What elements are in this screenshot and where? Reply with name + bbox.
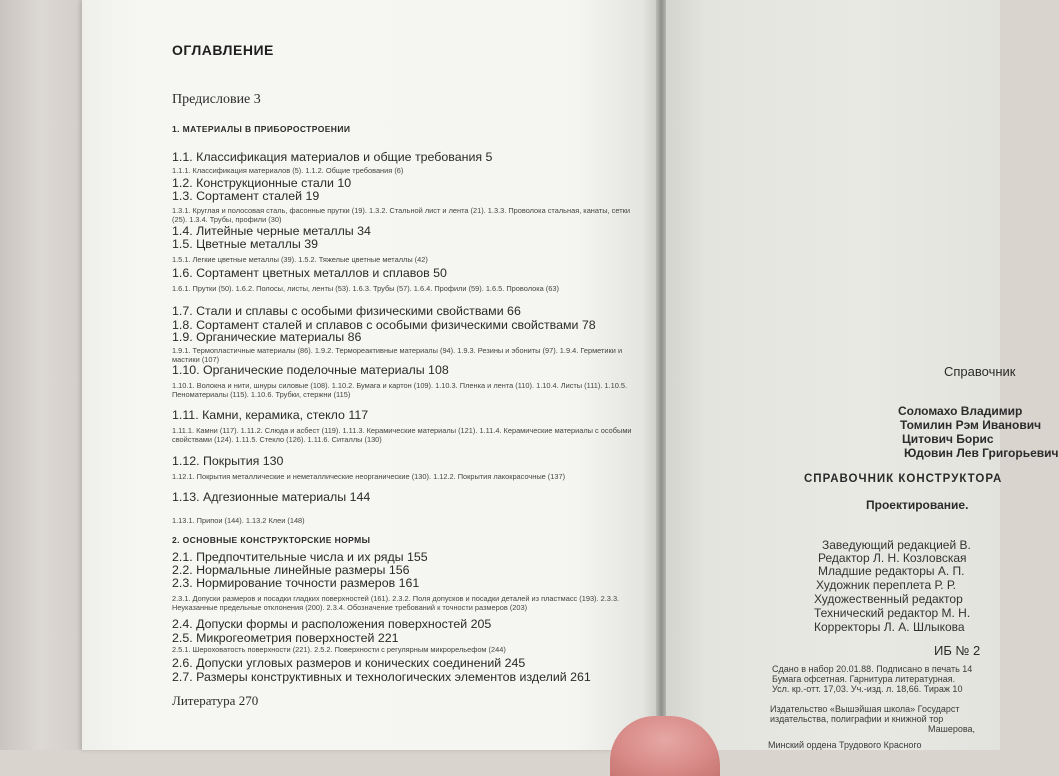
chapter-2-heading: 2. ОСНОВНЫЕ КОНСТРУКТОРСКИЕ НОРМЫ [172,535,371,545]
toc-entry: 1.10. Органические поделочные материалы 108 [172,363,449,377]
author-line: Соломахо Владимир [898,404,1023,418]
credit-line: Младшие редакторы А. П. [818,564,965,578]
toc-subentry: 1.12.1. Покрытия металлические и неметаллические неорганические (130). 1.12.2. Покрытия лакокрасочные (137) [172,472,566,481]
credit-line: Художественный редактор [814,592,963,606]
toc-entry: 1.2. Конструкционные стали 10 [172,176,352,190]
chapter-1-heading: 1. МАТЕРИАЛЫ В ПРИБОРОСТРОЕНИИ [172,124,351,134]
toc-entry: 2.4. Допуски формы и расположения поверхностей 205 [172,617,492,631]
toc-entry: 1.4. Литейные черные металлы 34 [172,224,371,238]
author-line: Юдовин Лев Григорьевич [904,446,1059,460]
toc-entry: 2.5. Микрогеометрия поверхностей 221 [172,631,399,645]
toc-entry: 1.6. Сортамент цветных металлов и сплавов 50 [172,266,447,280]
author-line: Цитович Борис [902,432,994,446]
right-book-page [666,0,1059,750]
imprint-line: Минский ордена Трудового Красного [768,740,922,750]
author-line: Томилин Рэм Иванович [900,418,1042,432]
toc-entry: 1.1. Классификация материалов и общие требования 5 [172,150,493,164]
credit-line: Технический редактор М. Н. [814,606,971,620]
imprint-line: Сдано в набор 20.01.88. Подписано в печать 14 [772,664,973,674]
ib-number: ИБ № 2 [934,643,981,658]
book-subtitle: Проектирование. [866,498,969,512]
toc-preface: Предисловие 3 [172,92,261,107]
toc-subentry: 1.5.1. Легкие цветные металлы (39). 1.5.2. Тяжелые цветные металлы (42) [172,255,428,264]
imprint-line: Бумага офсетная. Гарнитура литературная. [772,674,956,684]
imprint-line: Машерова, [928,724,976,734]
toc-subentry: 1.9.1. Термопластичные материалы (86). 1.9.2. Термореактивные материалы (94). 1.9.3. Резины и эбониты (97). 1.9.4. Герметики и мастики (107) [172,346,623,364]
toc-subentry: 1.6.1. Прутки (50). 1.6.2. Полосы, листы, ленты (53). 1.6.3. Трубы (57). 1.6.4. Профили (59). 1.6.5. Проволока (63) [172,284,559,293]
series-title: Справочник [944,364,1016,379]
toc-entry: 1.11. Камни, керамика, стекло 117 [172,408,369,422]
toc-subentry: 1.13.1. Припои (144). 1.13.2 Клеи (148) [172,516,305,525]
toc-entry: 2.1. Предпочтительные числа и их ряды 155 [172,550,428,564]
toc-subentry: 1.1.1. Классификация материалов (5). 1.1.2. Общие требования (6) [172,166,404,175]
toc-subentry: 1.10.1. Волокна и нити, шнуры силовые (108). 1.10.2. Бумага и картон (109). 1.10.3. Пленка и лента (110). 1.10.4. Листы (111). 1.10.5. Пеноматериалы (115). 1.10.6. Трубки, стержни (115) [172,381,628,399]
toc-subentry: 1.11.1. Камни (117). 1.11.2. Слюда и асбест (119). 1.11.3. Керамические материалы (121). 1.11.4. Керамические материалы с особыми свойствами (124). 1.11.5. Стекло (126). 1.11.6. Ситаллы (130) [172,426,632,444]
credit-line: Корректоры Л. А. Шлыкова [814,620,965,634]
toc-entry: 1.3. Сортамент сталей 19 [172,189,320,203]
credit-line: Заведующий редакцией В. [822,538,971,552]
toc-entry: 2.7. Размеры конструктивных и технологических элементов изделий 261 [172,670,591,684]
toc-entry: 2.2. Нормальные линейные размеры 156 [172,563,410,577]
toc-subentry: 2.5.1. Шероховатость поверхности (221). 2.5.2. Поверхности с регулярным микрорельефом (244) [172,645,506,654]
toc-entry: 1.13. Адгезионные материалы 144 [172,490,371,504]
toc-heading: ОГЛАВЛЕНИЕ [172,42,274,58]
credit-line: Редактор Л. Н. Козловская [818,551,967,565]
toc-entry: 1.8. Сортамент сталей и сплавов с особыми физическими свойствами 78 [172,318,596,332]
imprint-line: Усл. кр.-отт. 17,03. Уч.-изд. л. 18,66. Тираж 10 [772,684,963,694]
toc-entry: 1.7. Стали и сплавы с особыми физическими свойствами 66 [172,304,521,318]
imprint-line: издательства, полиграфии и книжной тор [770,714,944,724]
toc-entry: 1.12. Покрытия 130 [172,454,284,468]
toc-entry: 1.9. Органические материалы 86 [172,330,362,344]
toc-subentry: 2.3.1. Допуски размеров и посадки гладких поверхностей (161). 2.3.2. Поля допусков и посадки деталей из пластмасс (193). 2.3.3. Неуказанные предельные отклонения (200). 2.3.4. Обозначение требований к точности размеров (203) [172,594,620,612]
imprint-line: Издательство «Вышэйшая школа» Государст [770,704,960,714]
toc-entry: 2.3. Нормирование точности размеров 161 [172,576,420,590]
toc-literature: Литература 270 [172,693,259,708]
toc-entry: 2.6. Допуски угловых размеров и конических соединений 245 [172,656,526,670]
toc-entry: 1.5. Цветные металлы 39 [172,237,318,251]
credit-line: Художник переплета Р. Р. [816,578,956,592]
book-title: СПРАВОЧНИК КОНСТРУКТОРА [804,473,1003,485]
toc-subentry: 1.3.1. Круглая и полосовая сталь, фасонные прутки (19). 1.3.2. Стальной лист и лента (21). 1.3.3. Проволока стальная, канаты, сетки (25). 1.3.4. Трубы, профили (30) [172,206,630,224]
